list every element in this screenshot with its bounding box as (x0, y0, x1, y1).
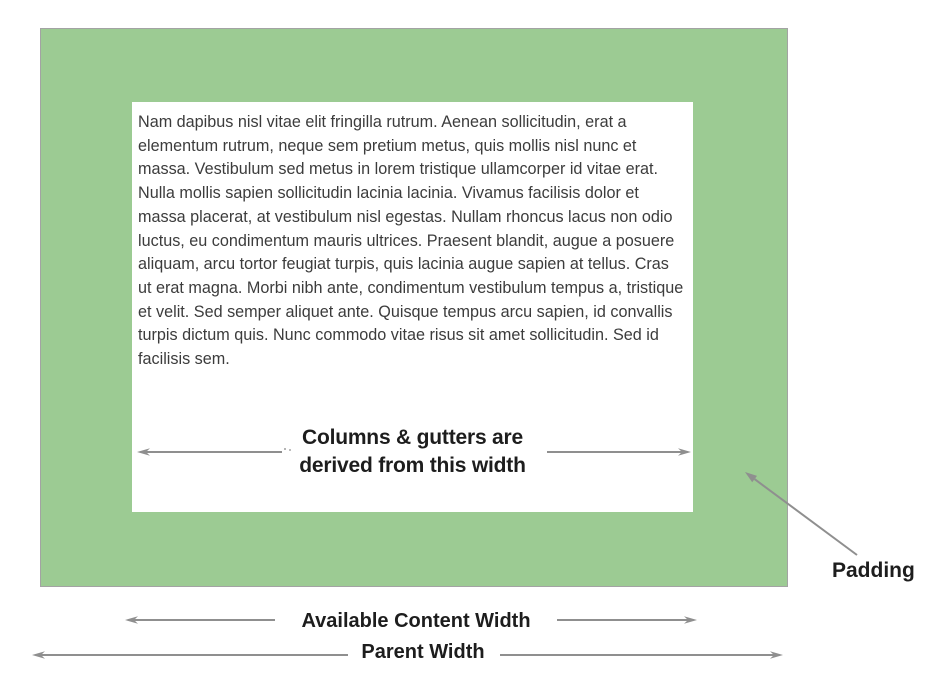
caption-line-2: derived from this width (299, 454, 526, 477)
available-content-width-label: Available Content Width (301, 610, 531, 632)
available-width-right-arrow-icon (557, 614, 697, 626)
parent-width-left-arrow-icon (32, 649, 348, 661)
padding-label: Padding (832, 559, 915, 582)
columns-width-right-arrow-icon (547, 446, 691, 458)
available-width-left-arrow-icon (125, 614, 275, 626)
small-dots-artifact (284, 448, 286, 450)
padding-pointer-arrow-icon (736, 465, 861, 560)
lorem-paragraph: Nam dapibus nisl vitae elit fringilla rutrum. Aenean sollicitudin, erat a elementum rutrum, neque sem pretium metus, quis mollis nisl nunc et massa. Vestibulum sed metus in lorem tristique ullamcorper id vitae erat. Nulla mollis sapien sollicitudin lacinia lacinia. Vivamus facilisis dolor et massa placerat, at vestibulum nisl egestas. Nullam rhoncus lacus non odio luctus, eu condimentum mauris ultrices. Praesent blandit, augue a posuere aliquam, arcu tortor feugiat turpis, quis lacinia augue sapien at tellus. Cras ut erat magna. Morbi nibh ante, condimentum vestibulum tempus a, tristique et velit. Sed semper aliquet ante. Quisque tempus arcu sapien, id convallis turpis dictum quis. Nunc commodo vitae risus sit amet sollicitudin. Sed id facilisis sem. (138, 113, 684, 369)
parent-container-box (40, 28, 788, 587)
parent-width-label: Parent Width (361, 641, 485, 663)
caption-line-1: Columns & gutters are (301, 426, 523, 449)
parent-width-right-arrow-icon (500, 649, 783, 661)
columns-width-left-arrow-icon (137, 446, 282, 458)
